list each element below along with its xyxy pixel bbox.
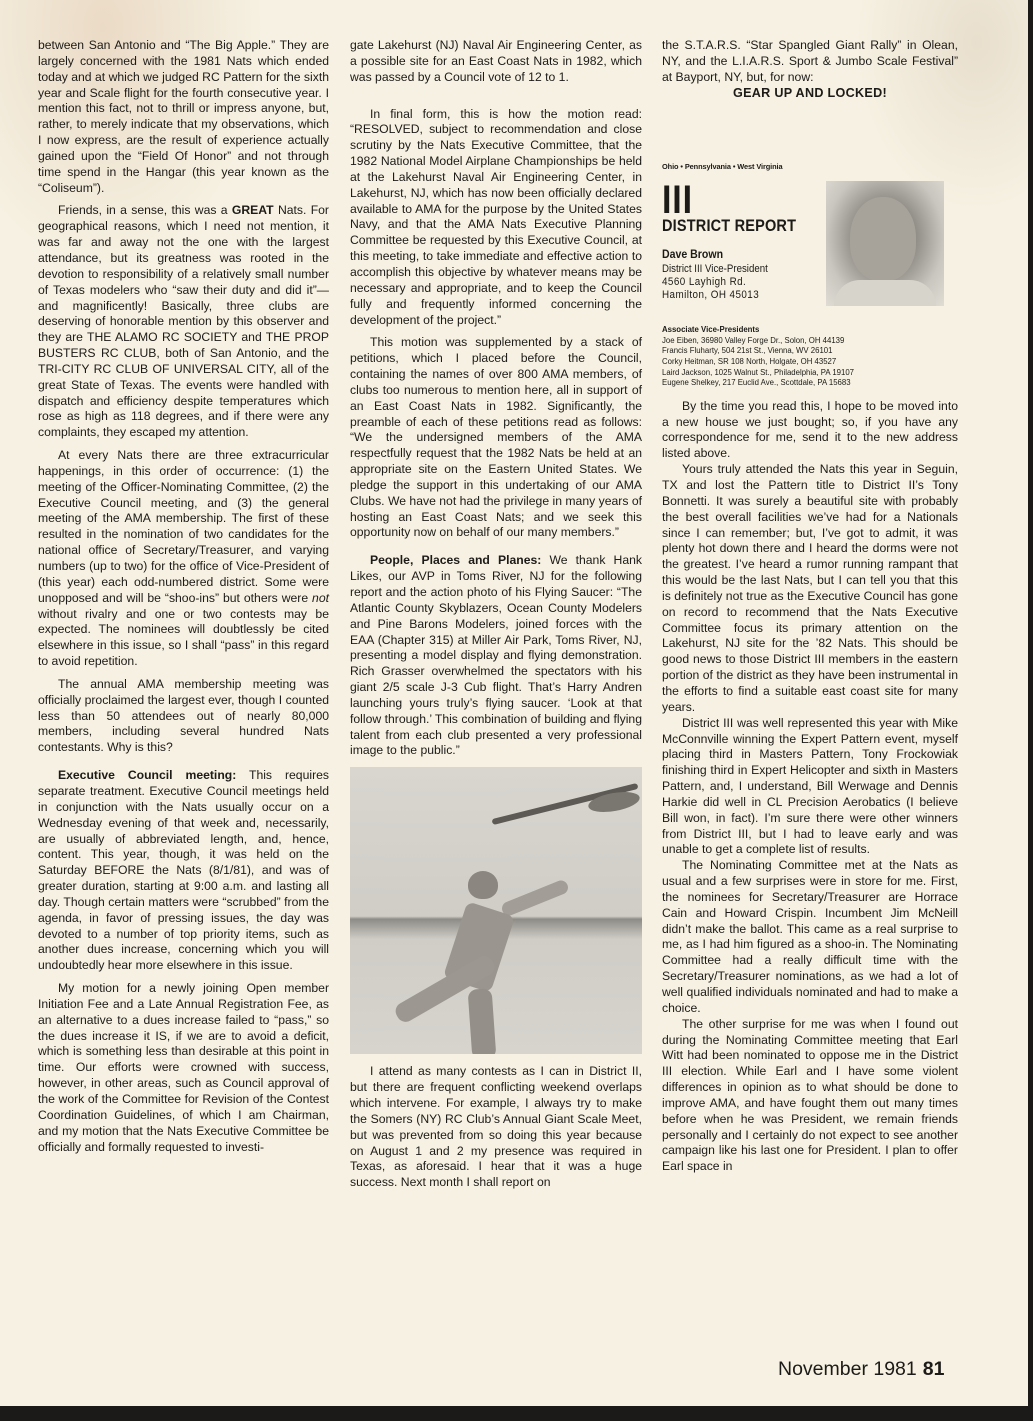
portrait-face-shape	[850, 197, 916, 281]
column-2	[350, 38, 642, 1198]
signoff: GEAR UP AND LOCKED!	[732, 85, 888, 100]
paragraph: District III was well represented this year with Mike McConnville winning the Expert Pattern event, myself placing third in Masters Pattern, Tony Frockowiak finishing third in Expert Helicopter and sixth in Masters Pattern, and, I understand, Bill Werwage and Dennis Harkie did well in CL Precision Aerobatics (I believe Bill won, in fact). I’m sure there were other winners from District III, but I had to leave early and was unable to get a complete list of results.	[662, 715, 958, 857]
paragraph: I attend as many contests as I can in District II, but there are frequent conflicting weekend overlaps which intervene. For example, I always try to make the Somers (NY) RC Club’s Annual Giant Scale Meet, but was prevented from so doing this year because on August 1 and 2 my presence was required in Texas, as aforesaid. I hear that it was a huge success. Next month I shall report on	[350, 1064, 642, 1190]
emphasis-great: GREAT	[231, 203, 274, 218]
associate-vps	[662, 325, 958, 389]
paragraph: Friends, in a sense, this was a GREAT Nats. For geographical reasons, which I need not mention, it was far and away not the one with the largest attendance, but its greatness was rooted in the devotion to responsibility of a relatively small number of Texas modelers who “saw their duty and did it”—and magnificently! Basically, three clubs are deserving of honorable mention by this observer and they are THE ALAMO RC SOCIETY and THE PROP BUSTERS RC CLUB, both of San Antonio, and the TRI-CITY RC CLUB OF UNIVERSAL CITY, all of the great State of Texas. The events were handled with dispatch and efficiency despite temperatures which rose as high as 118 degrees, and if there were any complaints, they escaped my attention.	[38, 203, 329, 440]
associate-vp-entry: Eugene Shelkey, 217 Euclid Ave., Scottdale, PA 15683	[662, 378, 851, 388]
paragraph: between San Antonio and “The Big Apple.” They are largely concerned with the 1981 Nats which ended today and at which we judged RC Pattern for the sixth year and Scale flight for the fourth consecutive year. I mention this fact, not to thrill or impress anyone, but, rather, to merely indicate that my observations, which I now express, are the result of experience actually gained upon the “Field Of Honor” and not through time spend in the Hangar (this year known as the “Coliseum”).	[38, 38, 329, 195]
paragraph: gate Lakehurst (NJ) Naval Air Engineering Center, as a possible site for an East Coast Nats in 1982, which was passed by a Council vote of 12 to 1.	[350, 38, 642, 84]
paragraph: People, Places and Planes: We thank Hank Likes, our AVP in Toms River, NJ for the following report and the action photo of his Flying Saucer: “The Atlantic County Skyblazers, Ocean County Modelers and Pine Barons Modelers, joined forces with the EAA (Chapter 315) at Miller Air Park, Toms River, NJ, presenting a model display and flying demonstration. Rich Grasser overwhelmed the spectators with his giant 2/5 scale J-3 Cub flight. That’s Harry Andren launching yours truly’s flying saucer. ‘Look at that follow through.’ This combination of building and flying talent from each club presented a very professional image to the public.”	[350, 553, 642, 758]
paragraph: By the time you read this, I hope to be moved into a new house we just bought; so, if you have any correspondence for me, send it to the new address listed above.	[662, 398, 958, 461]
column-1	[38, 38, 329, 1162]
spacer	[350, 93, 642, 107]
associate-vp-entry: Laird Jackson, 1025 Walnut St., Philadelphia, PA 19107	[662, 367, 855, 377]
vp-name: Dave Brown	[662, 247, 724, 262]
paragraph: The other surprise for me was when I found out during the Nominating Committee meeting that Earl Witt had been nominated to oppose me in the District III election. While Earl and I have some violent differences in opinion as to what should be done to improve AMA, and have fought them out many times before when he was President, we remain friends personally and I certainly do not expect to see another campaign like his last one for President. I plan to offer Earl space in	[662, 1016, 958, 1174]
district-header	[662, 178, 958, 311]
district-title: DISTRICT REPORT	[662, 217, 797, 236]
paragraph: At every Nats there are three extracurricular happenings, in this order of occurrence: (1) the meeting of the Officer-Nominating Committee, (2) the Executive Council meeting, and (3) the general meeting of the AMA membership. The first of these resulted in the nomination of two candidates for the national office of Secretary/Treasurer, and varying numbers (up to two) for the office of Vice-President of (this year) each odd-numbered district. Some were unopposed and will be “shoo-ins” but others were not without rivalry and one or two contests may be expected. The nominees will doubtlessly be cited elsewhere in this issue, so I shall “pass” in this regard to avoid repetition.	[38, 448, 329, 669]
paragraph: The Nominating Committee met at the Nats as usual and a few surprises were in store for me. First, the nominees for Secretary/Treasurer are Horrace Cain and Howard Crispin. Incumbent Jim McNeill didn’t make the ballot. This came as a real surprise to me, as I had him figured as a shoo-in. The Nominating Committee had a really difficult time with the Secretary/Treasurer nominations, as we had a lot of well qualified individuals nominated and had to make a choice.	[662, 858, 958, 1015]
associate-vp-entry: Corky Heitman, SR 108 North, Holgate, OH 43527	[662, 357, 837, 366]
paragraph: Executive Council meeting: This requires separate treatment. Executive Council meetings held in conjunction with the Nats usually occur on a Wednesday evening of that week and, necessarily, are usually of abbreviated length, and, hence, content. This year, though, it was held on the Saturday BEFORE the Nats (8/1/81), and was of greater duration, starting at 9:00 a.m. and lasting all day. Though certain matters were “scrubbed” from the agenda, in favor of pressing issues, the day was devoted to a number of top priority items, such as another dues increase, concerning which you will undoubtedly hear more elsewhere in this issue.	[38, 768, 330, 973]
run-in-heading: People, Places and Planes:	[370, 553, 542, 568]
vp-title: District III Vice-President	[662, 262, 768, 275]
flying-saucer-photo	[350, 767, 642, 1054]
vp-portrait-photo	[826, 181, 944, 306]
page-footer	[778, 1358, 944, 1381]
person-shape	[468, 989, 497, 1055]
page-number: 81	[922, 1358, 945, 1380]
vp-address-line: Hamilton, OH 45013	[662, 288, 760, 301]
person-shape	[468, 871, 498, 899]
emphasis-not: not	[312, 590, 329, 605]
vp-address-line: 4560 Layhigh Rd.	[662, 275, 747, 288]
portrait-shirt-shape	[834, 280, 936, 306]
paragraph: This motion was supplemented by a stack of petitions, which I placed before the Council, containing the names of over 800 AMA members, of clubs too numerous to mention here, all in support of an East Coast Nats in 1982. Significantly, the preamble of each of these petitions read as follows: “We the undersigned members of the AMA respectfully request that the 1982 Nats be held at an appropriate site on the Eastern United States. We pledge the support in this undertaking of our AMA Clubs. We have not had the privilege in many years of hosting an East Coast Nats; and we seek this opportunity now on behalf of our many members.”	[350, 335, 642, 540]
paragraph: In final form, this is how the motion read: “RESOLVED, subject to recommendation and close scrutiny by the Nats Executive Committee, that the 1982 National Model Airplane Championships be held at the Lakehurst Naval Air Engineering Center, in Lakehurst, NJ, which has now been officially declared available to AMA for the purpose by the United States Navy, and that the AMA Nats Executive Planning Committee be requested by this Executive Council, at this meeting, to take immediate and effective action to accomplish this objective by whatever means may be necessary and appropriate, and to keep the Council fully and frequently informed concerning the development of the project.”	[350, 106, 642, 327]
person-shape	[500, 879, 570, 918]
associate-vp-entry: Joe Eiben, 36980 Valley Forge Dr., Solon, OH 44139	[662, 335, 845, 345]
associate-vp-entry: Francis Fluharty, 504 21st St., Vienna, WV 26101	[662, 346, 833, 356]
district-states: Ohio • Pennsylvania • West Virginia	[662, 162, 783, 172]
district-numeral: III	[662, 178, 693, 223]
paragraph: The annual AMA membership meeting was officially proclaimed the largest ever, though I counted less than 50 attendees out of nearly 80,000 members, including several hundred Nats contestants. Why is this?	[38, 676, 329, 755]
column-3	[662, 38, 958, 1175]
run-in-heading: Executive Council meeting:	[58, 768, 237, 783]
issue-date: November 1981	[778, 1358, 917, 1380]
paragraph: My motion for a newly joining Open member Initiation Fee and a Late Annual Registration Fee, as an alternative to a dues increase failed to “pass,” so the dues increase it IS, if we are to avoid a deficit, which is something less than desirable at this point in time. Our efforts were crowned with success, however, in other areas, such as Council approval of the work of the Committee for Revision of the Contest Coordination Guidelines, of which I am Chairman, and my motion that the Nats Executive Committee be officially and formally requested to investi-	[38, 981, 329, 1154]
paragraph: Yours truly attended the Nats this year in Seguin, TX and lost the Pattern title to District II’s Tony Bonnetti. It was surely a beautiful site with probably the best overall facilities we’ve had for a Nationals since I can remember; but, I’ve got to admit, it was plenty hot down there and I heard the dorms were not the greatest. I’ve heard a rumor running rampant that this would be the last Nats, but I can tell you that this is definitely not true as the Executive Council has gone on record to recommend that the Nats Executive Committee focus its primary attention on the Lakehurst, NJ site for the ’82 Nats. This should be good news to those District III members in the eastern portion of the district as they have been instrumental in the efforts to find a suitable east coast site for many years.	[662, 462, 958, 714]
paragraph: the S.T.A.R.S. “Star Spangled Giant Rally” in Olean, NY, and the L.I.A.R.S. Sport & Jumbo Scale Festival” at Bayport, NY, but, for now:	[662, 38, 958, 84]
associate-vps-title: Associate Vice-Presidents	[662, 325, 760, 335]
